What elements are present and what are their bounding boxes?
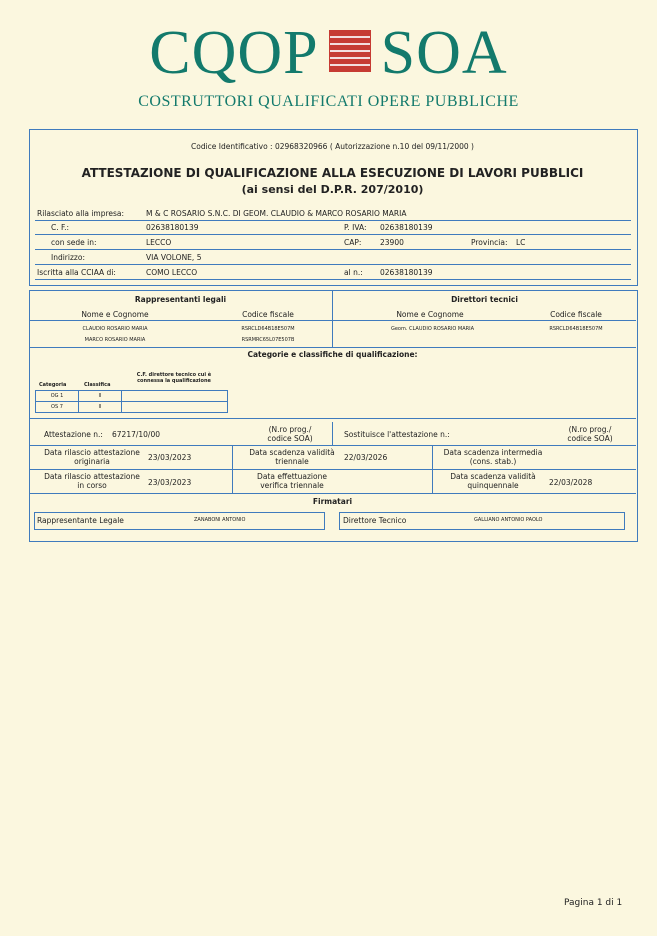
att-num-label: Attestazione n.:	[44, 430, 103, 439]
rep-title: Rappresentanti legali	[134, 295, 227, 304]
firm-dir-name: GALLIANO ANTONIO PAOLO	[474, 517, 543, 523]
r2-value3: 22/03/2028	[549, 478, 593, 487]
sede-label: con sede in:	[51, 238, 97, 247]
prov-value: LC	[516, 238, 526, 247]
rilasciato-label: Rilasciato alla impresa:	[37, 209, 125, 218]
r2-label3	[437, 472, 549, 490]
r1-divider	[432, 445, 433, 469]
aln-label: al n.:	[344, 268, 363, 277]
r2-label2	[237, 472, 347, 490]
divider	[35, 249, 631, 250]
firmatari-title: Firmatari	[312, 497, 353, 506]
piva-value: 02638180139	[380, 223, 433, 232]
rep-row-1-cf: RSRCLD64B18E507M	[241, 326, 295, 332]
r2-label1	[37, 472, 147, 490]
indirizzo-label: Indirizzo:	[51, 253, 85, 262]
sost-prog	[555, 425, 625, 443]
rep-row-1-name: CLAUDIO ROSARIO MARIA	[82, 326, 148, 332]
r2-value1: 23/03/2023	[148, 478, 192, 487]
divider	[29, 347, 636, 348]
page-subtitle: (ai sensi del D.P.R. 207/2010)	[241, 183, 424, 196]
rep-row-2-cf: RSRMRC65L07E507B	[241, 337, 295, 343]
cat-h3	[124, 372, 224, 384]
dir-col-name: Nome e Cognome	[396, 310, 464, 319]
r2-label1-b: in corso	[77, 481, 107, 490]
r2-label2-a: Data effettuazione	[257, 472, 327, 481]
brick-icon	[329, 30, 371, 72]
firm-rep-label: Rappresentante Legale	[37, 516, 124, 525]
cat-cell: OS 7	[36, 402, 79, 413]
divider	[35, 220, 631, 221]
r2-divider	[432, 469, 433, 493]
prov-label: Provincia:	[471, 238, 508, 247]
r1-value2: 22/03/2026	[344, 453, 388, 462]
firm-rep-name: ZANABONI ANTONIO	[194, 517, 246, 523]
sost-prog-line2: codice SOA)	[567, 434, 613, 443]
r1-label3-a: Data scadenza intermedia	[443, 448, 543, 457]
r1-label1	[37, 448, 147, 466]
divider	[29, 493, 636, 494]
indirizzo-value: VIA VOLONE, 5	[146, 253, 202, 262]
rep-row-2-name: MARCO ROSARIO MARIA	[84, 337, 146, 343]
cat-h3-line2: connessa la qualificazione	[137, 378, 211, 384]
att-prog-line2: codice SOA)	[267, 434, 313, 443]
cat-h1: Categoria	[39, 382, 67, 388]
page-title: ATTESTAZIONE DI QUALIFICAZIONE ALLA ESECUZIONE DI LAVORI PUBBLICI	[81, 166, 584, 180]
cls-cell: II	[79, 391, 122, 402]
firm-dir-label: Direttore Tecnico	[343, 516, 407, 525]
r1-divider	[232, 445, 233, 469]
att-divider-v	[332, 422, 333, 445]
cap-label: CAP:	[344, 238, 362, 247]
divider	[29, 320, 636, 321]
dir-row-1-cf: RSRCLD64B18E507M	[549, 326, 603, 332]
r2-divider	[232, 469, 233, 493]
r1-label3-b: (cons. stab.)	[469, 457, 517, 466]
piva-label: P. IVA:	[344, 223, 367, 232]
categorie-table	[35, 390, 228, 413]
r1-label2	[237, 448, 347, 466]
cf-cell	[122, 402, 228, 413]
dir-col-cf: Codice fiscale	[550, 310, 602, 319]
cat-h2: Classifica	[84, 382, 111, 388]
r2-label3-b: quinquennale	[467, 481, 519, 490]
table-row	[36, 391, 228, 402]
cf-cell	[122, 391, 228, 402]
rep-col-name: Nome e Cognome	[81, 310, 149, 319]
logo-subtitle: COSTRUTTORI QUALIFICATI OPERE PUBBLICHE	[138, 93, 519, 110]
att-prog	[255, 425, 325, 443]
divider	[35, 279, 631, 280]
cciaa-label: Iscritta alla CCIAA di:	[37, 268, 116, 277]
r1-label2-a: Data scadenza validità	[249, 448, 335, 457]
table-row	[36, 402, 228, 413]
r2-label1-a: Data rilascio attestazione	[44, 472, 140, 481]
r2-label3-a: Data scadenza validità	[450, 472, 536, 481]
codice-identificativo: Codice Identificativo : 02968320966 ( Autorizzazione n.10 del 09/11/2000 )	[191, 142, 474, 151]
cat-cell: OG 1	[36, 391, 79, 402]
divider	[35, 234, 631, 235]
dir-title: Direttori tecnici	[451, 295, 518, 304]
sost-prog-line1: (N.ro prog./	[568, 425, 612, 434]
cls-cell: II	[79, 402, 122, 413]
cat-h3-line1: C.F. direttore tecnico cui è	[136, 372, 212, 378]
logo	[0, 19, 657, 87]
sost-label: Sostituisce l'attestazione n.:	[344, 430, 450, 439]
r1-label3	[437, 448, 549, 466]
r1-label2-b: triennale	[275, 457, 309, 466]
att-prog-line1: (N.ro prog./	[268, 425, 312, 434]
logo-right-text: SOA	[380, 19, 508, 87]
divider	[29, 445, 636, 446]
r1-label1-a: Data rilascio attestazione	[44, 448, 140, 457]
categorie-title: Categorie e classifiche di qualificazione:	[247, 350, 418, 359]
rep-col-cf: Codice fiscale	[242, 310, 294, 319]
cf-value: 02638180139	[146, 223, 199, 232]
divider	[35, 264, 631, 265]
r1-label1-b: originaria	[74, 457, 110, 466]
sede-value: LECCO	[146, 238, 172, 247]
cf-label: C. F.:	[51, 223, 70, 232]
page-number: Pagina 1 di 1	[564, 898, 623, 908]
divider	[29, 418, 636, 419]
cciaa-value: COMO LECCO	[146, 268, 198, 277]
r2-label2-b: verifica triennale	[260, 481, 324, 490]
logo-left-text: CQOP	[149, 19, 319, 87]
divider	[29, 469, 636, 470]
company-name: M & C ROSARIO S.N.C. DI GEOM. CLAUDIO & MARCO ROSARIO MARIA	[146, 209, 407, 218]
cap-value: 23900	[380, 238, 404, 247]
header-box	[29, 129, 638, 286]
r1-value1: 23/03/2023	[148, 453, 192, 462]
att-num-value: 67217/10/00	[112, 430, 160, 439]
dir-row-1-name: Geom. CLAUDIO ROSARIO MARIA	[390, 326, 475, 332]
aln-value: 02638180139	[380, 268, 433, 277]
